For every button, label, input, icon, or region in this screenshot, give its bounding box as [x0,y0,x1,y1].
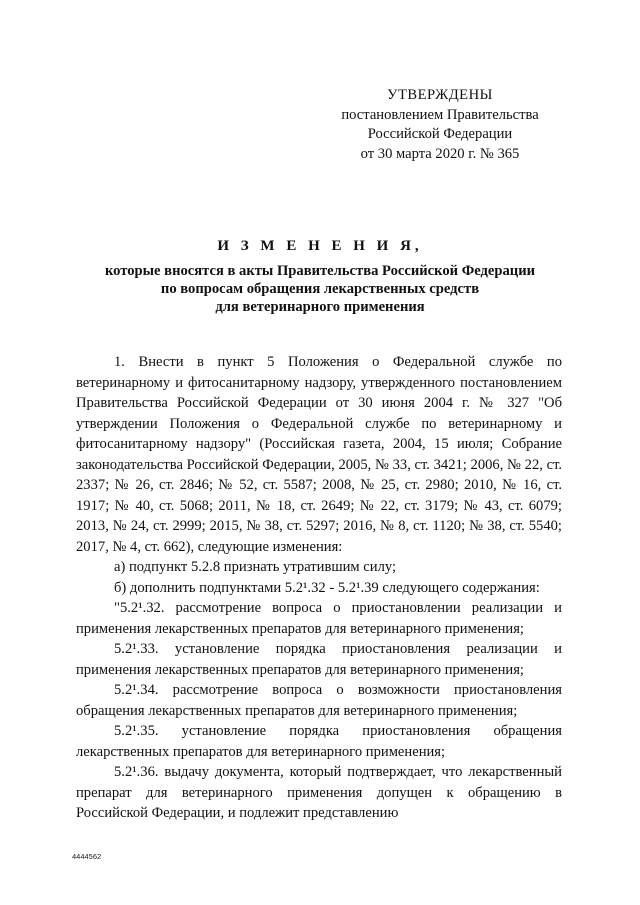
subtitle-line: для ветеринарного применения [215,299,425,315]
approval-line: Российской Федерации [367,126,513,142]
paragraph: 5.2¹.36. выдачу документа, который подтверждает, что лекарственный препарат для ветеринарного применения допущен к обращению в Российской Федерации, и подлежит представлению [76,764,562,821]
paragraph: 1. Внести в пункт 5 Положения о Федеральной службе по ветеринарному и фитосанитарному надзору, утвержденного постановлением Правительства Российской Федерации от 30 июня 2004 г. № 327 "Об утверждении Положения о Федеральной службе по ветеринарному и фитосанитарному надзору" (Российская газета, 2004, 15 июля; Собрание законодательства Российской Федерации, 2005, № 33, ст. 3421; 2006, № 22, ст. 2337; № 26, ст. 2846; № 52, ст. 5587; 2008, № 25, ст. 2980; 2010, № 16, ст. 1917; № 40, ст. 5068; 2011, № 18, ст. 2649; № 22, ст. 3179; № 43, ст. 6079; 2013, № 24, ст. 2999; 2015, № 38, ст. 5297; 2016, № 8, ст. 1120; № 38, ст. 5540; 2017, № 4, ст. 662), следующие изменения: [76,354,562,555]
document-subtitle [70,262,570,316]
paragraph: б) дополнить подпунктами 5.2¹.32 - 5.2¹.39 следующего содержания: [114,579,540,596]
document-id: 4444562 [72,852,102,861]
document-title: И З М Е Н Е Н И Я, [217,238,423,254]
approval-line: постановлением Правительства [341,106,539,123]
approval-heading: УТВЕРЖДЕНЫ [387,87,493,103]
approval-date-line: от 30 марта 2020 г. № 365 [360,145,520,162]
paragraph: 5.2¹.34. рассмотрение вопроса о возможности приостановления обращения лекарственных препаратов для ветеринарного применения; [76,682,562,719]
paragraph: а) подпункт 5.2.8 признать утратившим силу; [114,559,397,575]
approval-block [330,86,550,164]
paragraph: "5.2¹.32. рассмотрение вопроса о приостановлении реализации и применения лекарственных препаратов для ветеринарного применения; [76,600,562,637]
document-body [76,352,562,824]
subtitle-line: которые вносятся в акты Правительства Российской Федерации [104,263,536,279]
paragraph: 5.2¹.35. установление порядка приостановления обращения лекарственных препаратов для ветеринарного применения; [76,723,562,760]
subtitle-line: по вопросам обращения лекарственных средств [160,281,480,297]
paragraph: 5.2¹.33. установление порядка приостановления реализации и применения лекарственных препаратов для ветеринарного применения; [76,641,562,678]
